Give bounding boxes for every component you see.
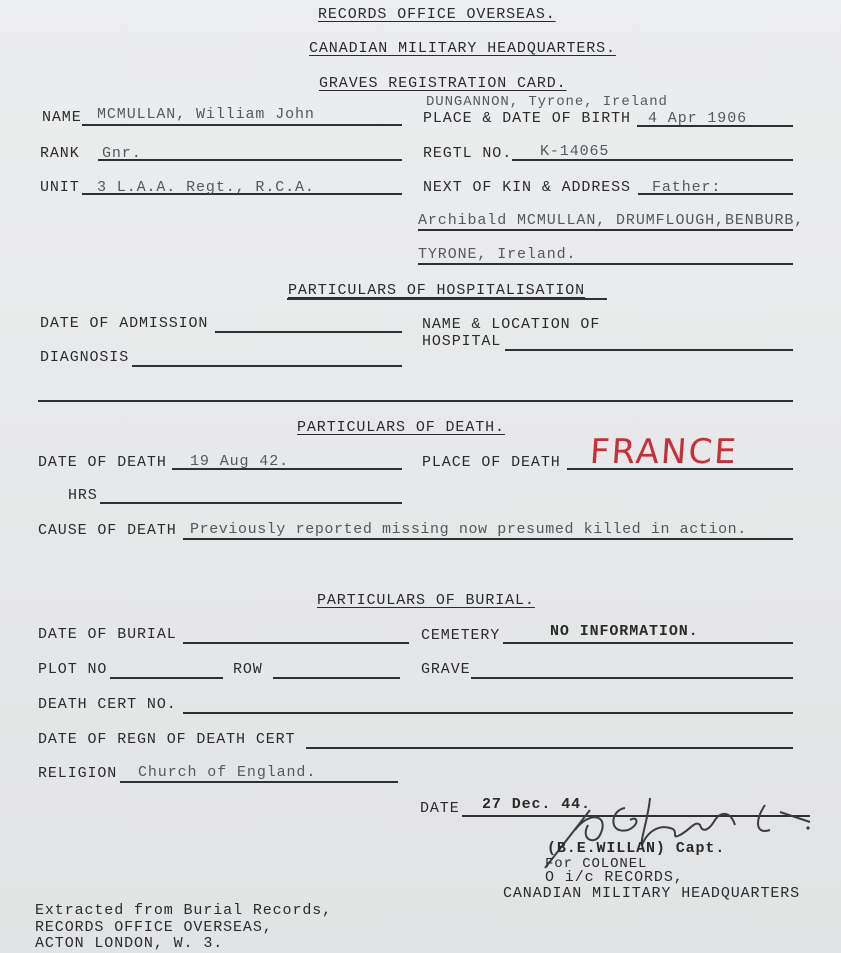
religion-label: RELIGION xyxy=(38,765,118,782)
hospital-line xyxy=(505,349,793,351)
plot-label: PLOT NO xyxy=(38,661,108,678)
signer-hq: CANADIAN MILITARY HEADQUARTERS xyxy=(503,885,801,902)
rank-value: Gnr. xyxy=(102,145,142,162)
regn-line xyxy=(306,747,793,749)
admission-label: DATE OF ADMISSION xyxy=(40,315,209,332)
birth-place-value: DUNGANNON, Tyrone, Ireland xyxy=(426,94,668,110)
death-heading: PARTICULARS OF DEATH. xyxy=(297,419,505,436)
footer-line1: Extracted from Burial Records, xyxy=(35,902,333,919)
grave-label: GRAVE xyxy=(421,661,471,678)
hospital-heading-rule xyxy=(287,298,607,300)
cemetery-value: NO INFORMATION. xyxy=(550,623,699,640)
hospital-label: HOSPITAL xyxy=(422,333,502,350)
signoff-date-value: 27 Dec. 44. xyxy=(482,796,591,813)
name-value: MCMULLAN, William John xyxy=(97,106,315,123)
cemetery-line xyxy=(503,642,793,644)
religion-line xyxy=(120,781,398,783)
hospital-heading: PARTICULARS OF HOSPITALISATION xyxy=(288,282,586,299)
hrs-line xyxy=(100,502,402,504)
diagnosis-line xyxy=(132,365,402,367)
cert-label: DEATH CERT NO. xyxy=(38,696,177,713)
cert-line xyxy=(183,712,793,714)
birth-date-value: 4 Apr 1906 xyxy=(648,110,748,127)
card-title: GRAVES REGISTRATION CARD. xyxy=(319,75,567,92)
burial-heading: PARTICULARS OF BURIAL. xyxy=(317,592,535,609)
death-date-value: 19 Aug 42. xyxy=(190,453,290,470)
diagnosis-line2 xyxy=(38,400,793,402)
footer-line2: RECORDS OFFICE OVERSEAS, xyxy=(35,919,273,936)
row-label: ROW xyxy=(233,661,263,678)
burial-date-label: DATE OF BURIAL xyxy=(38,626,177,643)
burial-date-line xyxy=(183,642,409,644)
grave-line xyxy=(471,677,793,679)
cause-value: Previously reported missing now presumed killed in action. xyxy=(190,521,747,538)
cemetery-label: CEMETERY xyxy=(421,627,501,644)
death-date-label: DATE OF DEATH xyxy=(38,454,167,471)
nok-label: NEXT OF KIN & ADDRESS xyxy=(423,179,631,196)
regtl-label: REGTL NO. xyxy=(423,145,513,162)
cause-line xyxy=(183,538,793,540)
rank-label: RANK xyxy=(40,145,80,162)
birth-label: PLACE & DATE OF BIRTH xyxy=(423,110,631,127)
row-line xyxy=(273,677,400,679)
name-label: NAME xyxy=(42,109,82,126)
regn-label: DATE OF REGN OF DEATH CERT xyxy=(38,731,296,748)
nok-address-line3: TYRONE, Ireland. xyxy=(418,246,577,263)
unit-value: 3 L.A.A. Regt., R.C.A. xyxy=(97,179,315,196)
signer-name: (B.E.WILLAN) Capt. xyxy=(547,840,726,857)
signoff-date-label: DATE xyxy=(420,800,460,817)
signer-office: O i/c RECORDS, xyxy=(545,869,684,886)
nok-address-line2: Archibald MCMULLAN, DRUMFLOUGH,BENBURB, xyxy=(418,212,805,229)
rank-line xyxy=(98,159,402,161)
religion-value: Church of England. xyxy=(138,764,317,781)
nok-line2 xyxy=(418,229,793,231)
cause-label: CAUSE OF DEATH xyxy=(38,522,177,539)
hrs-label: HRS xyxy=(68,487,98,504)
nok-line3 xyxy=(418,263,793,265)
admission-line xyxy=(215,331,402,333)
plot-line xyxy=(110,677,223,679)
unit-label: UNIT xyxy=(40,179,80,196)
death-place-label: PLACE OF DEATH xyxy=(422,454,561,471)
footer-line3: ACTON LONDON, W. 3. xyxy=(35,935,224,952)
office-heading: RECORDS OFFICE OVERSEAS. xyxy=(318,6,556,23)
diagnosis-label: DIAGNOSIS xyxy=(40,349,130,366)
signer-for: For COLONEL xyxy=(545,856,648,872)
hospital-location-label: NAME & LOCATION OF xyxy=(422,316,601,333)
regtl-value: K-14065 xyxy=(540,143,610,160)
nok-value: Father: xyxy=(652,179,722,196)
death-place-value: FRANCE xyxy=(588,432,740,472)
name-line xyxy=(82,124,402,126)
hq-heading: CANADIAN MILITARY HEADQUARTERS. xyxy=(309,40,616,57)
